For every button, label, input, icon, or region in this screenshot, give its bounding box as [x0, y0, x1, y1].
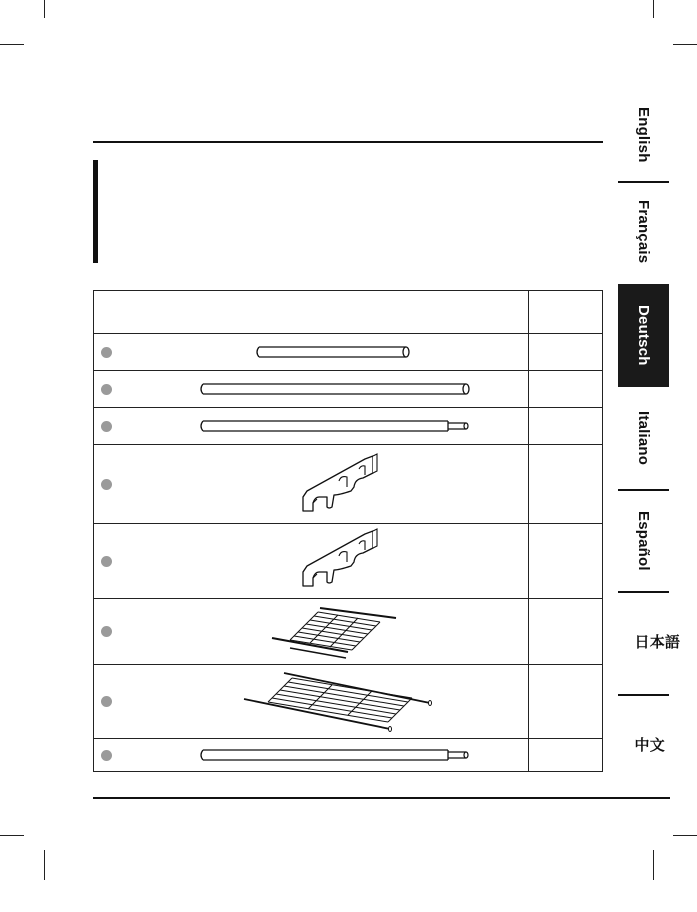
table-row: [93, 370, 603, 408]
lang-tab-deutsch[interactable]: [618, 284, 669, 387]
bullet-dot: [101, 421, 112, 432]
crop-mark: [0, 44, 24, 45]
lang-tab-chinese[interactable]: [618, 696, 669, 796]
crop-mark: [44, 0, 45, 18]
lang-tab-espanol[interactable]: [618, 491, 669, 590]
quantity-cell: [528, 334, 602, 370]
bullet-dot: [101, 626, 112, 637]
crop-mark: [653, 0, 654, 18]
bullet-dot: [101, 384, 112, 395]
quantity-cell: [528, 599, 602, 664]
quantity-cell: [528, 371, 602, 407]
long-tube-with-connector-icon: [198, 747, 473, 763]
lang-tab-label: Español: [635, 510, 652, 571]
bullet-dot: [101, 556, 112, 567]
lang-tab-label: 中文: [634, 737, 665, 754]
lang-tab-japanese[interactable]: [618, 593, 681, 693]
bullet-dot: [101, 347, 112, 358]
lang-tab-label: Français: [635, 200, 652, 264]
header-rule: [93, 141, 603, 143]
lang-tab-english[interactable]: [618, 90, 669, 180]
large-wire-shelf-icon: [240, 669, 440, 735]
table-row: [93, 407, 603, 445]
bullet-dot: [101, 750, 112, 761]
short-tube-icon: [254, 344, 414, 360]
bullet-dot: [101, 479, 112, 490]
table-row: [93, 523, 603, 599]
quantity-cell: [528, 445, 602, 523]
lang-tab-label: Italiano: [635, 410, 652, 466]
table-row: [93, 664, 603, 739]
lang-tab-label: English: [635, 107, 652, 163]
crop-mark: [44, 850, 45, 880]
quantity-cell: [528, 665, 602, 738]
table-row: [93, 598, 603, 665]
crop-mark: [653, 850, 654, 880]
footer-rule: [93, 797, 670, 799]
lang-tab-italiano[interactable]: [618, 388, 669, 488]
table-row: [93, 738, 603, 772]
long-tube-with-connector-icon: [198, 418, 473, 434]
crop-mark: [673, 835, 697, 836]
bullet-dot: [101, 696, 112, 707]
end-frame-bracket-icon: [299, 451, 379, 519]
quantity-column-header: [528, 291, 602, 333]
crop-mark: [673, 44, 697, 45]
quantity-cell: [528, 739, 602, 771]
small-wire-shelf-icon: [268, 604, 408, 662]
parts-table-header: [93, 290, 603, 334]
lang-tab-francais[interactable]: [618, 183, 669, 281]
crop-mark: [0, 835, 24, 836]
lang-tab-label: Deutsch: [635, 305, 652, 366]
quantity-cell: [528, 408, 602, 444]
lang-tab-label: 日本語: [634, 634, 681, 651]
table-row: [93, 333, 603, 371]
long-tube-icon: [198, 381, 473, 397]
quantity-cell: [528, 524, 602, 598]
heading-accent-bar: [93, 160, 98, 263]
table-row: [93, 444, 603, 524]
end-frame-bracket-icon: [299, 526, 379, 594]
